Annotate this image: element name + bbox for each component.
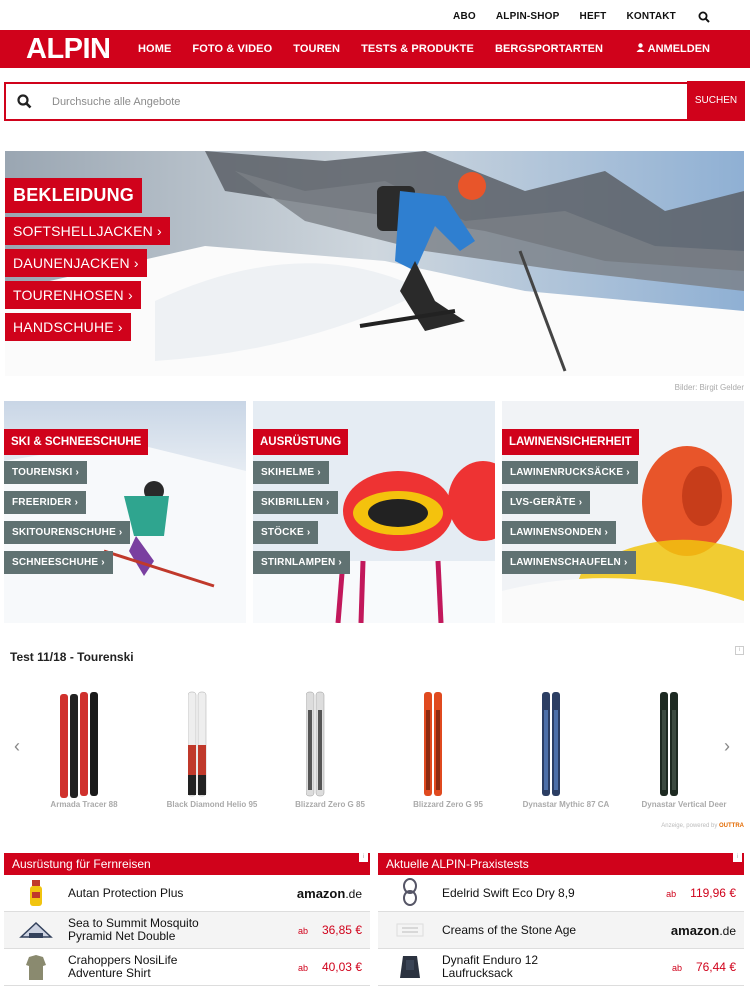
search-submit-button[interactable]: SUCHEN <box>687 81 745 120</box>
tile-ski-schneeschuhe[interactable] <box>4 401 246 623</box>
tile-link-skibrillen[interactable]: SKIBRILLEN › <box>253 491 338 514</box>
ski-name: Dynastar Mythic 87 CA <box>522 800 610 809</box>
chevron-right-icon: › <box>157 223 162 239</box>
hero-category-title[interactable]: BEKLEIDUNG <box>5 178 142 213</box>
product-thumbnail <box>4 949 68 985</box>
nav-abo-link[interactable]: ABO <box>453 10 476 22</box>
hero-link-softshelljacken[interactable]: SOFTSHELLJACKEN › <box>5 217 170 245</box>
ski-item-black-diamond-helio-95[interactable] <box>166 690 258 809</box>
ski-name: Blizzard Zero G 95 <box>413 800 483 809</box>
ski-carousel <box>0 690 750 810</box>
panel-praxistests <box>378 853 744 986</box>
chevron-right-icon: › <box>74 497 79 508</box>
chevron-right-icon: › <box>623 557 628 568</box>
user-icon <box>636 43 648 55</box>
chevron-right-icon: › <box>578 497 583 508</box>
product-row[interactable] <box>378 875 744 912</box>
product-search-bar <box>4 82 745 121</box>
product-price: ab 119,96 € <box>666 886 736 900</box>
tile-link-lawinenschaufeln[interactable]: LAWINENSCHAUFELN › <box>502 551 636 574</box>
tile-lawinensicherheit[interactable] <box>502 401 744 623</box>
hero-link-tourenhosen[interactable]: TOURENHOSEN › <box>5 281 141 309</box>
chevron-right-icon: › <box>117 319 123 335</box>
photo-credit: Bilder: Birgit Gelder <box>674 383 744 392</box>
search-field-icon <box>6 84 42 119</box>
tile-title: AUSRÜSTUNG <box>253 429 348 455</box>
ski-image <box>188 690 208 798</box>
ad-info-icon[interactable]: i <box>359 853 368 862</box>
ski-item-dynastar-mythic-87-ca[interactable] <box>522 690 610 809</box>
product-name: Creams of the Stone Age <box>442 922 577 937</box>
chevron-right-icon: › <box>626 467 630 478</box>
chevron-right-icon: › <box>325 497 330 508</box>
tile-link-stoecke[interactable]: STÖCKE › <box>253 521 318 544</box>
ski-image <box>660 690 680 798</box>
ad-attribution: Anzeige, powered by OUTTRA <box>661 823 744 829</box>
panel-header: Aktuelle ALPIN-Praxistests i <box>378 853 744 875</box>
nav-foto-video[interactable]: FOTO & VIDEO <box>192 43 273 55</box>
carousel-title: Test 11/18 - Tourenski <box>10 650 134 664</box>
utility-nav <box>0 0 750 32</box>
ski-image <box>542 690 562 798</box>
category-tiles <box>4 401 744 623</box>
chevron-right-icon: › <box>317 467 321 478</box>
panel-fernreisen <box>4 853 370 986</box>
nav-touren[interactable]: TOUREN <box>293 43 341 55</box>
product-row[interactable] <box>4 875 370 912</box>
chevron-right-icon: › <box>338 557 342 568</box>
ad-info-icon[interactable]: i <box>735 646 744 655</box>
carousel-next-arrow-icon[interactable]: › <box>724 736 730 756</box>
hero-link-handschuhe[interactable]: HANDSCHUHE › <box>5 313 131 341</box>
tile-title: SKI & SCHNEESCHUHE <box>4 429 148 455</box>
login-label: ANMELDEN <box>647 43 710 55</box>
nav-heft-link[interactable]: HEFT <box>579 10 607 22</box>
ski-name: Blizzard Zero G 85 <box>295 800 365 809</box>
product-thumbnail <box>378 949 442 985</box>
product-row[interactable] <box>378 912 744 949</box>
tile-link-stirnlampen[interactable]: STIRNLAMPEN › <box>253 551 350 574</box>
ski-image <box>424 690 444 798</box>
chevron-right-icon: › <box>118 527 123 538</box>
nav-kontakt-link[interactable]: KONTAKT <box>626 10 676 22</box>
ski-image <box>306 690 326 798</box>
nav-home[interactable]: HOME <box>138 43 172 55</box>
ski-item-blizzard-zero-g-85[interactable] <box>295 690 365 809</box>
tile-link-lawinenrucksaecke[interactable]: LAWINENRUCKSÄCKE › <box>502 461 638 484</box>
product-name: Autan Protection Plus <box>68 885 184 900</box>
product-price: ab 76,44 € <box>671 960 736 974</box>
chevron-right-icon: › <box>604 527 609 538</box>
ski-item-dynastar-vertical-deer[interactable] <box>641 690 727 809</box>
product-price: ab 36,85 € <box>297 923 362 937</box>
amazon-logo: amazon.de <box>296 885 362 901</box>
ski-item-armada-tracer-88[interactable] <box>50 690 118 809</box>
panel-header: Ausrüstung für Fernreisen i <box>4 853 370 875</box>
ski-image <box>60 690 100 798</box>
nav-alpin-shop-link[interactable]: ALPIN-SHOP <box>495 10 560 22</box>
product-name: Crahoppers NosiLife Adventure Shirt <box>68 953 178 980</box>
tile-link-lawinensonden[interactable]: LAWINENSONDEN › <box>502 521 616 544</box>
outtra-brand: OUTTRA <box>719 823 744 829</box>
chevron-right-icon: › <box>101 557 105 568</box>
alpin-logo[interactable]: ALPIN <box>26 32 111 65</box>
ski-name: Armada Tracer 88 <box>50 800 118 809</box>
ski-name: Dynastar Vertical Deer <box>641 800 727 809</box>
product-thumbnail <box>4 912 68 948</box>
product-row[interactable] <box>4 949 370 986</box>
product-name: Edelrid Swift Eco Dry 8,9 <box>442 885 575 900</box>
nav-bergsportarten[interactable]: BERGSPORTARTEN <box>494 43 604 55</box>
hero-link-daunenjacken[interactable]: DAUNENJACKEN › <box>5 249 147 277</box>
tile-link-lvs-geraete[interactable]: LVS-GERÄTE › <box>502 491 590 514</box>
chevron-right-icon: › <box>306 527 311 538</box>
product-thumbnail-placeholder <box>378 912 442 948</box>
main-nav <box>0 30 750 68</box>
product-price: ab 40,03 € <box>297 960 362 974</box>
hero-banner[interactable] <box>5 151 744 376</box>
chevron-right-icon: › <box>127 287 133 303</box>
product-thumbnail <box>4 875 68 911</box>
product-row[interactable] <box>378 949 744 986</box>
ski-name: Black Diamond Helio 95 <box>166 800 258 809</box>
login-button[interactable] <box>636 43 710 55</box>
ad-info-icon[interactable]: i <box>733 853 742 862</box>
tile-title: LAWINENSICHERHEIT <box>502 429 639 455</box>
tile-link-freerider[interactable]: FREERIDER › <box>4 491 86 514</box>
search-icon[interactable] <box>698 10 710 22</box>
product-name: Dynafit Enduro 12 Laufrucksack <box>442 953 539 980</box>
chevron-right-icon: › <box>133 255 139 271</box>
amazon-logo: amazon.de <box>670 922 736 938</box>
product-row[interactable] <box>4 912 370 949</box>
search-input[interactable] <box>42 84 687 119</box>
carousel-prev-arrow-icon[interactable]: ‹ <box>14 736 20 756</box>
tile-link-tourenski[interactable]: TOURENSKI › <box>4 461 87 484</box>
product-thumbnail <box>378 875 442 911</box>
chevron-right-icon: › <box>75 467 80 478</box>
tile-ausruestung[interactable] <box>253 401 495 623</box>
ski-item-blizzard-zero-g-95[interactable] <box>413 690 483 809</box>
product-name: Sea to Summit Mosquito Pyramid Net Double <box>68 916 199 943</box>
nav-tests-produkte[interactable]: TESTS & PRODUKTE <box>361 43 474 55</box>
tile-link-skihelme[interactable]: SKIHELME › <box>253 461 329 484</box>
tile-link-skitourenschuhe[interactable]: SKITOURENSCHUHE › <box>4 521 130 544</box>
tile-link-schneeschuhe[interactable]: SCHNEESCHUHE › <box>4 551 113 574</box>
